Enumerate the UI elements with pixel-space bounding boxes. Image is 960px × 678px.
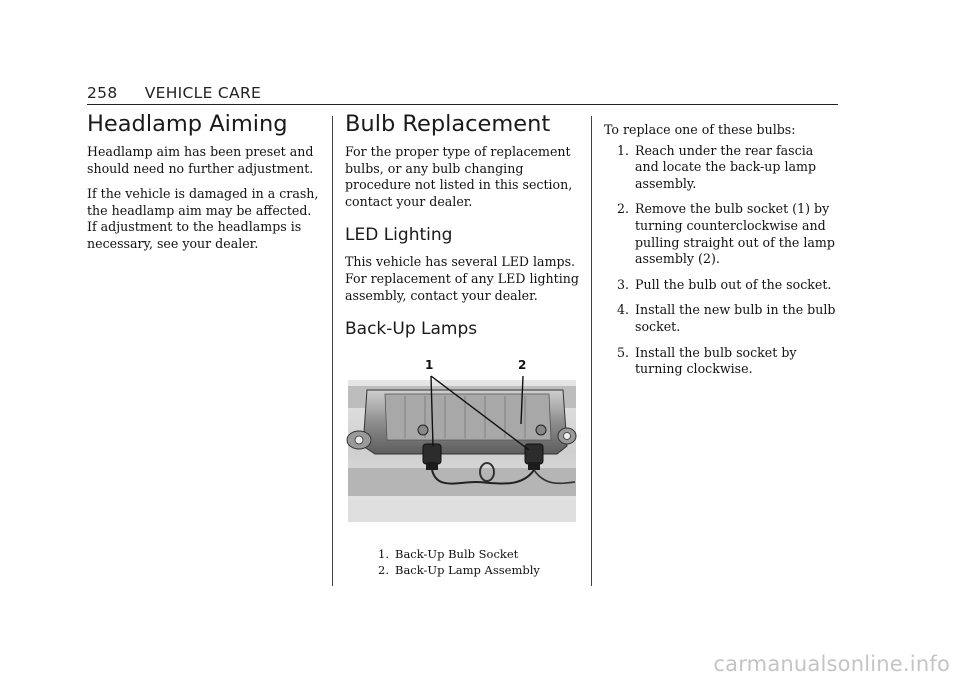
step-item: [604, 201, 840, 267]
column-bulb-replacement: [345, 110, 580, 578]
step-text: Reach under the rear fascia and locate the back-up lamp assembly.: [635, 142, 817, 191]
step-item: [604, 277, 840, 294]
step-text: Install the new bulb in the bulb socket.: [635, 302, 836, 334]
column-headlamp-aiming: [87, 110, 319, 262]
figure-captions: [345, 546, 580, 578]
callout-2: 2: [518, 358, 527, 373]
caption-number: 1.: [378, 547, 389, 562]
step-number: 1.: [617, 142, 630, 158]
caption-text: Back-Up Bulb Socket: [395, 547, 519, 562]
step-item: [604, 143, 840, 193]
step-number: 2.: [617, 201, 630, 217]
caption-text: Back-Up Lamp Assembly: [395, 563, 540, 578]
step-text: Pull the bulb out of the socket.: [635, 276, 832, 292]
caption-item: [345, 562, 580, 578]
callout-1: 1: [425, 358, 434, 373]
steps-list: [604, 143, 840, 378]
page-number: 258: [87, 84, 118, 102]
step-number: 5.: [617, 344, 630, 360]
led-lighting-paragraph: This vehicle has several LED lamps. For replacement of any LED lighting assembly, contact your dealer.: [345, 254, 579, 303]
step-number: 3.: [617, 276, 630, 292]
headlamp-aiming-paragraph: If the vehicle is damaged in a crash, the headlamp aim may be affected. If adjustment to the headlamps is necessary, see your dealer.: [87, 186, 319, 251]
column-divider-right: [591, 116, 592, 586]
column-divider-left: [332, 116, 333, 586]
step-text: Remove the bulb socket (1) by turning counterclockwise and pulling straight out of the lamp assembly (2).: [635, 201, 835, 267]
backup-lamp-illustration: [345, 350, 578, 540]
led-lighting-heading: LED Lighting: [345, 225, 453, 246]
headlamp-aiming-heading: Headlamp Aiming: [87, 111, 288, 137]
step-item: [604, 345, 840, 378]
caption-number: 2.: [378, 563, 389, 578]
bulb-replacement-heading: Bulb Replacement: [345, 111, 551, 137]
bulb-replacement-intro: For the proper type of replacement bulbs, or any bulb changing procedure not listed in this section, contact your dealer.: [345, 144, 573, 209]
step-number: 4.: [617, 302, 630, 318]
page-header: [87, 84, 838, 105]
step-item: [604, 302, 840, 335]
headlamp-aiming-paragraph: Headlamp aim has been preset and should need no further adjustment.: [87, 144, 314, 176]
backup-lamp-drawing: [345, 350, 578, 540]
steps-intro: To replace one of these bulbs:: [604, 122, 796, 137]
section-title: VEHICLE CARE: [144, 84, 262, 102]
caption-item: [345, 546, 580, 562]
backup-lamps-heading: Back-Up Lamps: [345, 319, 478, 340]
step-text: Install the bulb socket by turning clockwise.: [635, 344, 797, 377]
watermark: carmanualsonline.info: [713, 652, 950, 676]
column-replacement-steps: [604, 122, 840, 387]
